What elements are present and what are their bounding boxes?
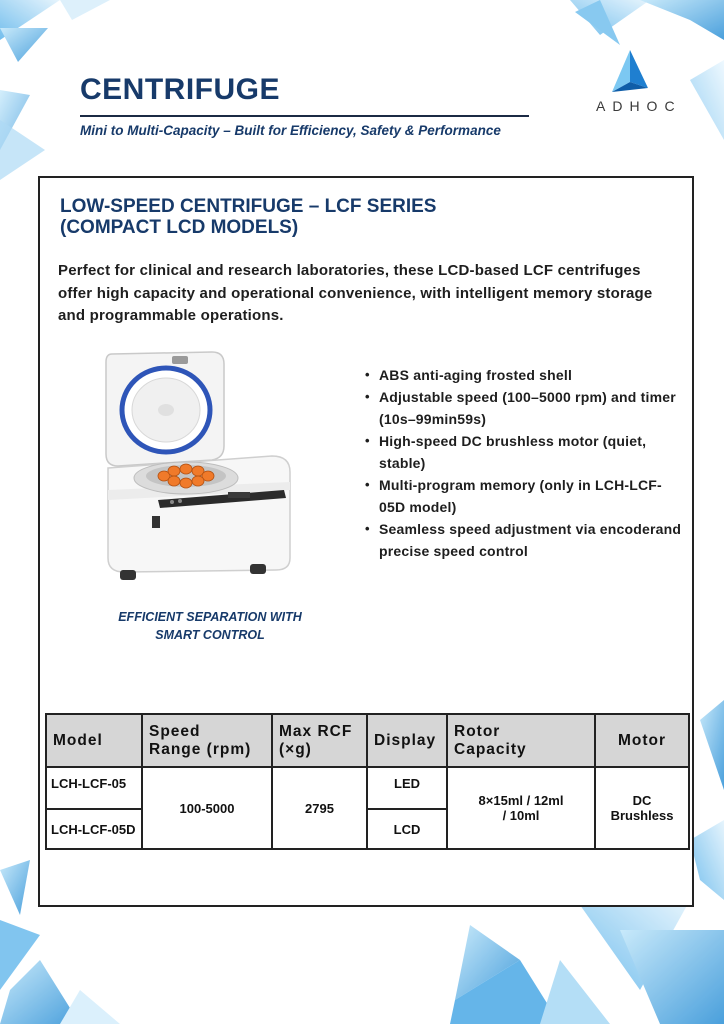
product-heading-line2: (COMPACT LCD MODELS) [60,217,299,238]
page-title: CENTRIFUGE [80,73,280,106]
feature-item: • Multi-program memory (only in LCH-LCF-05D model) [365,474,685,518]
image-caption-line2: SMART CONTROL [155,628,265,642]
feature-item: • ABS anti-aging frosted shell [365,364,685,386]
feature-list [365,364,685,562]
rcf-cell: 2795 [272,767,367,849]
display-cell: LED [367,767,447,809]
column-header-model: Model [46,714,142,767]
image-caption-line1: EFFICIENT SEPARATION WITH [118,610,302,624]
spec-table [45,713,690,850]
product-panel [38,176,694,907]
rotor-cell: 8×15ml / 12ml / 10ml [447,767,595,849]
display-cell: LCD [367,809,447,849]
model-cell: LCH-LCF-05D [46,809,142,849]
product-heading [60,196,660,238]
title-divider [80,115,529,117]
centrifuge-image [100,350,300,586]
column-header-motor: Motor [595,714,689,767]
logo-text: ADHOC [596,98,682,114]
feature-item: • Adjustable speed (100–5000 rpm) and timer (10s–99min59s) [365,386,685,430]
image-caption [80,608,340,644]
model-cell: LCH-LCF-05 [46,767,142,809]
table-row [46,767,689,809]
feature-item: • High-speed DC brushless motor (quiet, stable) [365,430,685,474]
column-header-rcf: Max RCF (×g) [272,714,367,767]
product-heading-line1: LOW-SPEED CENTRIFUGE – LCF SERIES [60,196,437,217]
column-header-speed: Speed Range (rpm) [142,714,272,767]
speed-cell: 100-5000 [142,767,272,849]
column-header-rotor: Rotor Capacity [447,714,595,767]
table-header-row [46,714,689,767]
page-subtitle: Mini to Multi-Capacity – Built for Efficiency, Safety & Performance [80,123,501,138]
product-intro: Perfect for clinical and research laboratories, these LCD-based LCF centrifuges offer high capacity and operational convenience, with intelligent memory storage and programmable operations. [58,262,653,324]
feature-item: • Seamless speed adjustment via encoderand precise speed control [365,518,685,562]
motor-cell: DC Brushless [595,767,689,849]
column-header-display: Display [367,714,447,767]
